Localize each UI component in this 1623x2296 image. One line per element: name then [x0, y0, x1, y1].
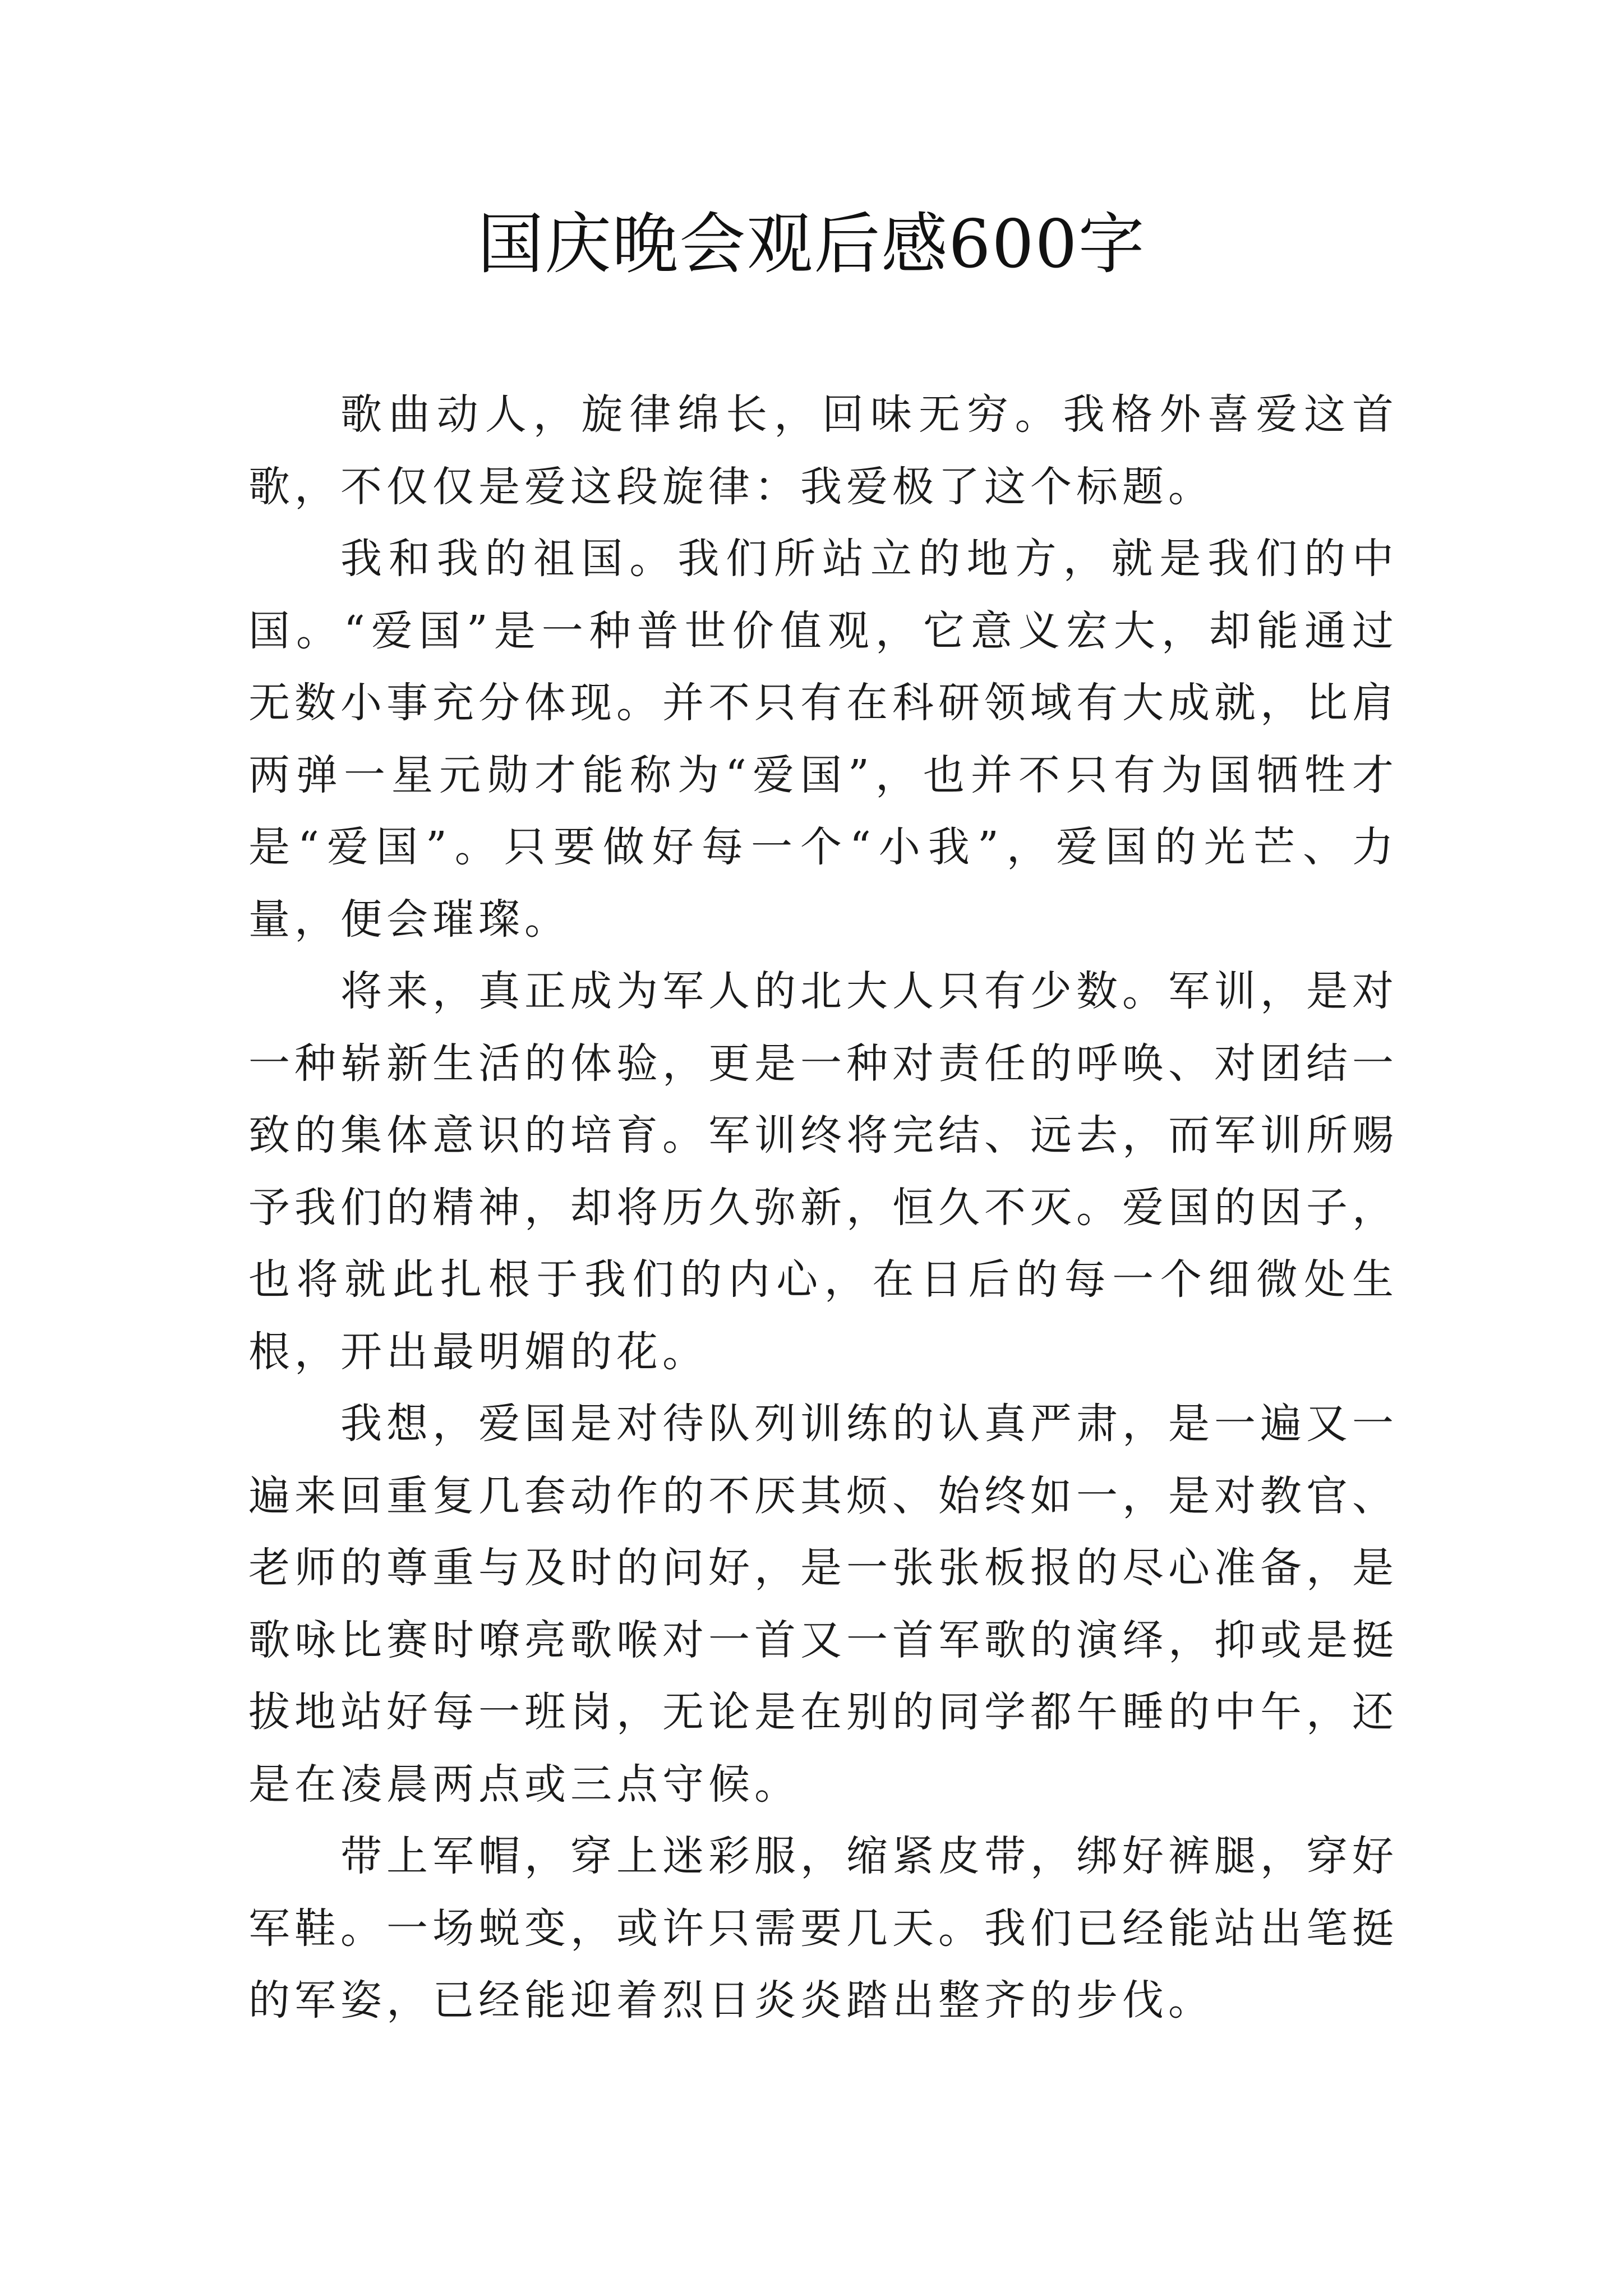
paragraph: 带上军帽，穿上迷彩服，缩紧皮带，绑好裤腿，穿好军鞋。一场蜕变，或许只需要几天。我们已经能站出笔挺的军姿，已经能迎着烈日炎炎踏出整齐的步伐。: [248, 1832, 1398, 2024]
paragraph: 将来，真正成为军人的北大人只有少数。军训，是对一种崭新生活的体验，更是一种对责任的呼唤、对团结一致的集体意识的培育。军训终将完结、远去，而军训所赐予我们的精神，却将历久弥新，恒久不灭。爱国的因子，也将就此扎根于我们的内心，在日后的每一个细微处生根，开出最明媚的花。: [248, 967, 1398, 1376]
document-body: [248, 379, 1398, 2037]
paragraph: 我想，爱国是对待队列训练的认真严肃，是一遍又一遍来回重复几套动作的不厌其烦、始终如一，是对教官、老师的尊重与及时的问好，是一张张板报的尽心准备，是歌咏比赛时嘹亮歌喉对一首又一首军歌的演绎，抑或是挺拔地站好每一班岗，无论是在别的同学都午睡的中午，还是在凌晨两点或三点守候。: [248, 1400, 1398, 1809]
paragraph: 我和我的祖国。我们所站立的地方，就是我们的中国。“爱国”是一种普世价值观，它意义宏大，却能通过无数小事充分体现。并不只有在科研领域有大成就，比肩两弹一星元勋才能称为“爱国”，也并不只有为国牺牲才是“爱国”。只要做好每一个“小我”，爱国的光芒、力量，便会璀璨。: [248, 535, 1398, 944]
paragraph: 歌曲动人，旋律绵长，回味无穷。我格外喜爱这首歌，不仅仅是爱这段旋律：我爱极了这个标题。: [248, 390, 1398, 511]
document-title: 国庆晚会观后感600字: [477, 205, 1146, 283]
